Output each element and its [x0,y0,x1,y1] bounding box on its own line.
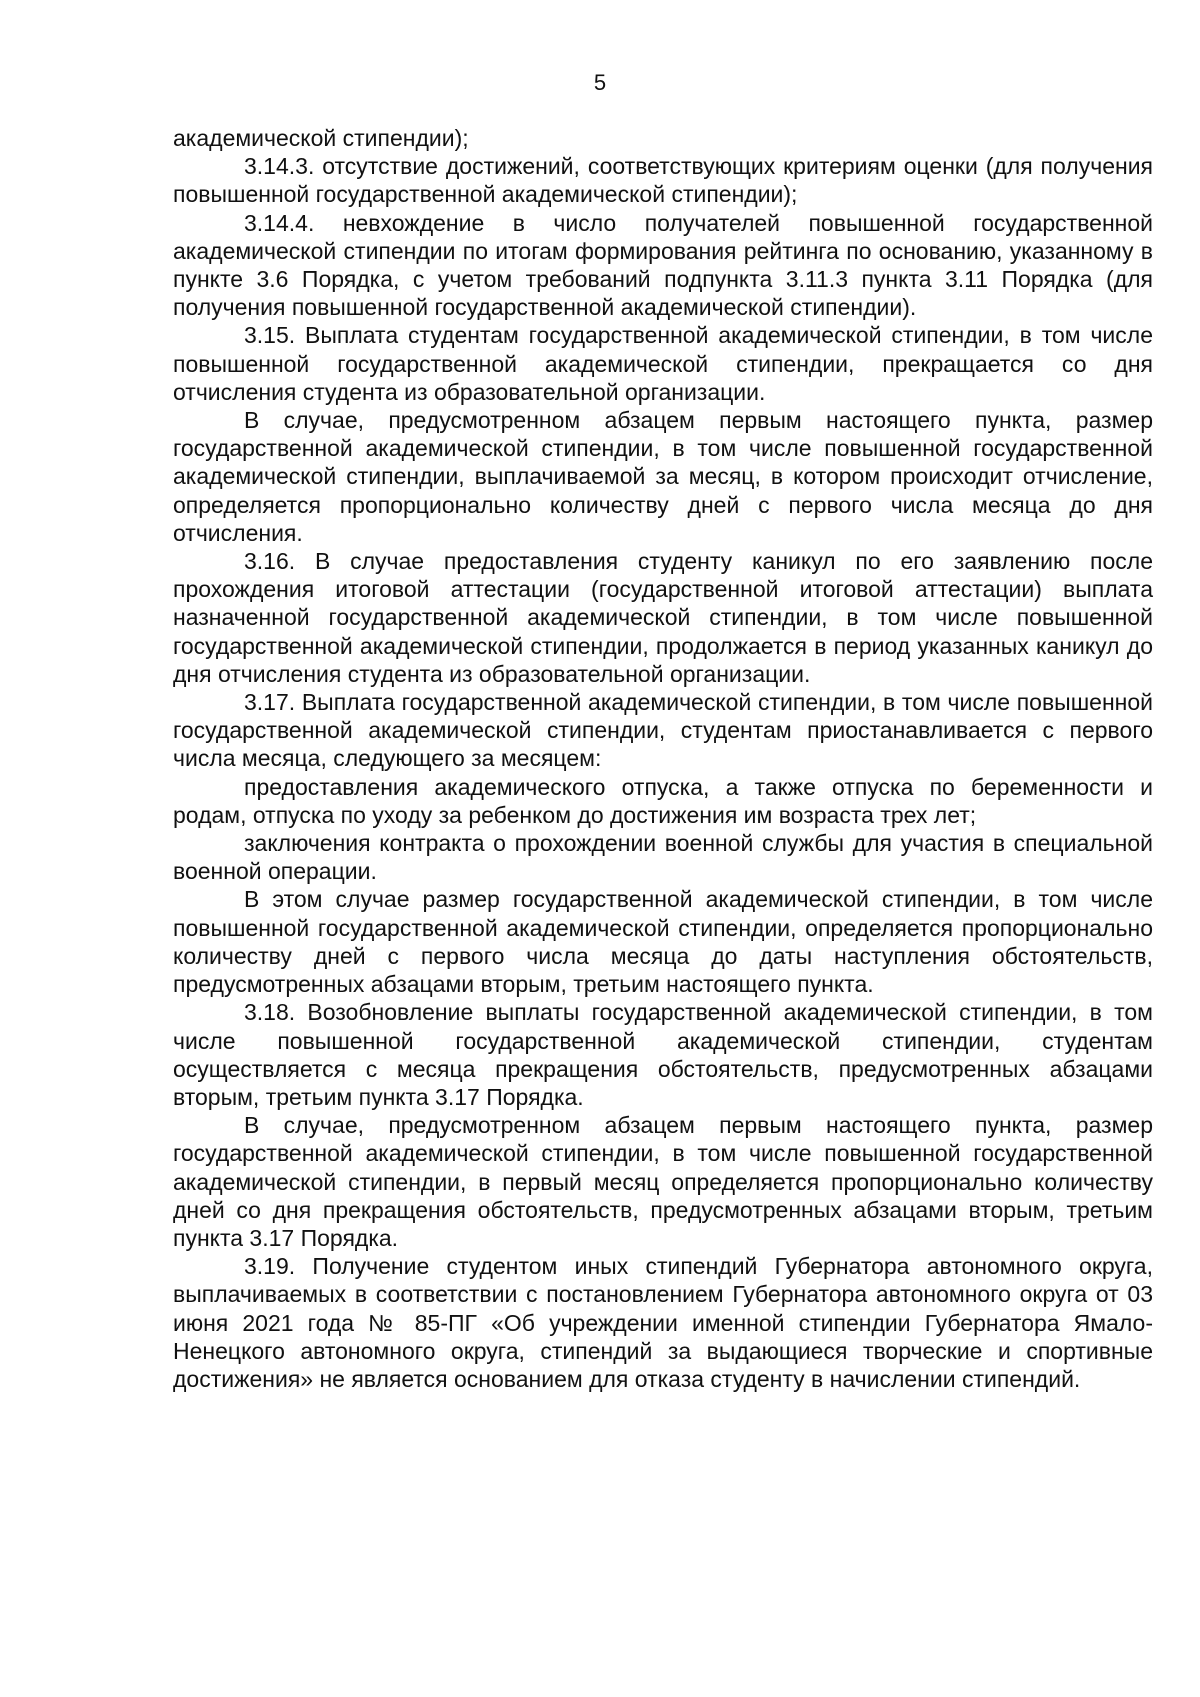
paragraph-3-17-case: В этом случае размер государственной академической стипендии, в том числе повышенной государственной академической стипендии, определяется пропорционально количеству дней с первого числа месяца до даты наступления обстоятельств, предусмотренных абзацами вторым, третьим настоящего пункта. [173,886,1153,998]
paragraph-3-17: 3.17. Выплата государственной академической стипендии, в том числе повышенной государственной академической стипендии, студентам приостанавливается с первого числа месяца, следующего за месяцем: [173,689,1153,772]
paragraph-3-17-contract: заключения контракта о прохождении военной службы для участия в специальной военной операции. [173,830,1153,885]
paragraph-3-15: 3.15. Выплата студентам государственной академической стипендии, в том числе повышенной государственной академической стипендии, прекращается со дня отчисления студента из образовательной организации. [173,322,1153,405]
paragraph-3-15-case: В случае, предусмотренном абзацем первым настоящего пункта, размер государственной академической стипендии, в том числе повышенной государственной академической стипендии, выплачиваемой за месяц, в котором происходит отчисление, определяется пропорционально количеству дней с первого числа месяца до дня отчисления. [173,407,1153,546]
page-number: 5 [593,70,607,95]
document-body [173,124,1153,1393]
paragraph-3-18-case: В случае, предусмотренном абзацем первым настоящего пункта, размер государственной академической стипендии, в том числе повышенной государственной академической стипендии, в первый месяц определяется пропорционально количеству дней со дня прекращения обстоятельств, предусмотренных абзацами вторым, третьим пункта 3.17 Порядка. [173,1112,1153,1251]
paragraph-3-18: 3.18. Возобновление выплаты государственной академической стипендии, в том числе повышенной государственной академической стипендии, студентам осуществляется с месяца прекращения обстоятельств, предусмотренных абзацами вторым, третьим пункта 3.17 Порядка. [173,999,1153,1110]
paragraph-3-14-3: 3.14.3. отсутствие достижений, соответствующих критериям оценки (для получения повышенной государственной академической стипендии); [173,153,1153,208]
paragraph-3-19: 3.19. Получение студентом иных стипендий Губернатора автономного округа, выплачиваемых в соответствии с постановлением Губернатора автономного округа от 03 июня 2021 года № 85-ПГ «Об учреждении именной стипендии Губернатора Ямало-Ненецкого автономного округа, стипендий за выдающиеся творческие и спортивные достижения» не является основанием для отказа студенту в начислении стипендий. [173,1253,1153,1392]
paragraph-continuation: академической стипендии); [173,125,469,151]
paragraph-3-14-4: 3.14.4. невхождение в число получателей повышенной государственной академической стипендии по итогам формирования рейтинга по основанию, указанному в пункте 3.6 Порядка, с учетом требований подпункта 3.11.3 пункта 3.11 Порядка (для получения повышенной государственной академической стипендии). [173,209,1153,321]
paragraph-3-16: 3.16. В случае предоставления студенту каникул по его заявлению после прохождения итоговой аттестации (государственной итоговой аттестации) выплата назначенной государственной академической стипендии, в том числе повышенной государственной академической стипендии, продолжается в период указанных каникул до дня отчисления студента из образовательной организации. [173,548,1153,687]
paragraph-3-17-leave: предоставления академического отпуска, а также отпуска по беременности и родам, отпуска по уходу за ребенком до достижения им возраста трех лет; [173,773,1153,828]
